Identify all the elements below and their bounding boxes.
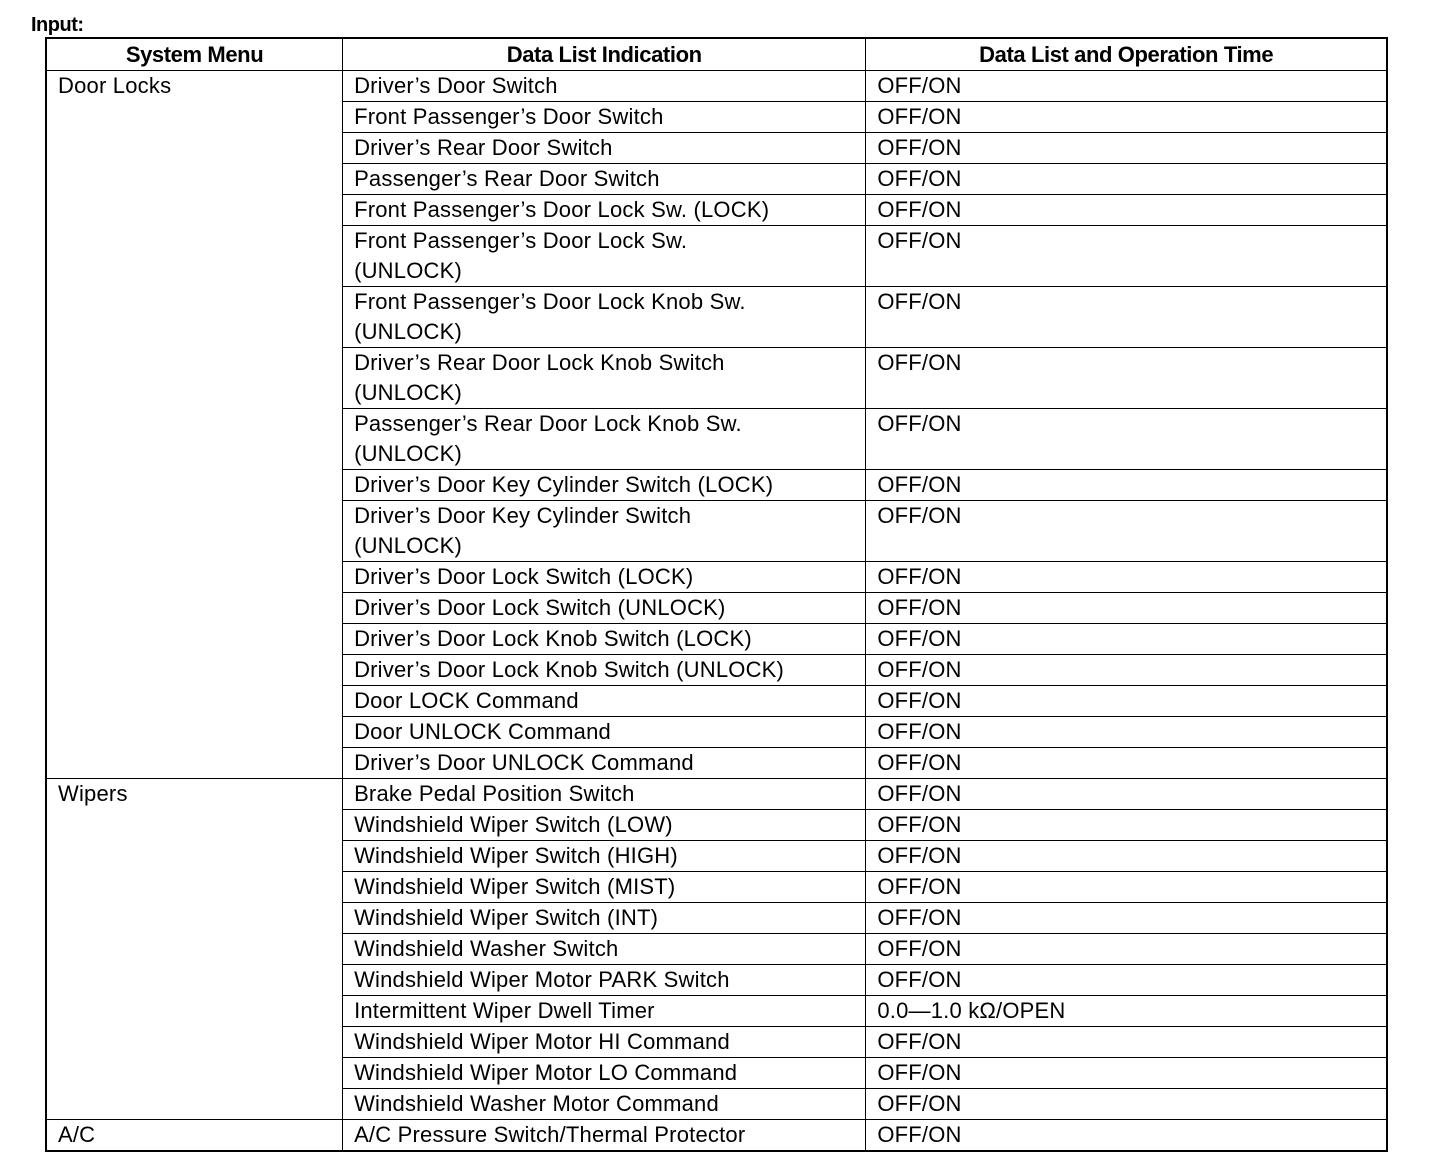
indication-cell: Door UNLOCK Command	[343, 717, 866, 748]
value-cell: OFF/ON	[866, 872, 1387, 903]
indication-cell: A/C Pressure Switch/Thermal Protector	[343, 1120, 866, 1152]
header-system-menu: System Menu	[46, 38, 343, 71]
value-cell: OFF/ON	[866, 287, 1387, 348]
header-operation-time: Data List and Operation Time	[866, 38, 1387, 71]
table-row	[46, 71, 1387, 102]
indication-cell: Front Passenger’s Door Lock Knob Sw. (UNLOCK)	[343, 287, 866, 348]
table-row	[46, 1120, 1387, 1152]
indication-cell: Windshield Wiper Motor HI Command	[343, 1027, 866, 1058]
system-menu-cell: A/C	[46, 1120, 343, 1152]
indication-cell: Intermittent Wiper Dwell Timer	[343, 996, 866, 1027]
value-cell: OFF/ON	[866, 686, 1387, 717]
indication-cell: Driver’s Door Lock Switch (LOCK)	[343, 562, 866, 593]
value-cell: OFF/ON	[866, 1027, 1387, 1058]
value-cell: OFF/ON	[866, 102, 1387, 133]
indication-cell: Driver’s Door Switch	[343, 71, 866, 102]
value-cell: OFF/ON	[866, 1058, 1387, 1089]
value-cell: OFF/ON	[866, 655, 1387, 686]
value-cell: OFF/ON	[866, 593, 1387, 624]
value-cell: OFF/ON	[866, 562, 1387, 593]
indication-cell: Driver’s Rear Door Lock Knob Switch (UNLOCK)	[343, 348, 866, 409]
value-cell: OFF/ON	[866, 841, 1387, 872]
indication-cell: Windshield Wiper Switch (INT)	[343, 903, 866, 934]
value-cell: OFF/ON	[866, 409, 1387, 470]
value-cell: OFF/ON	[866, 903, 1387, 934]
indication-cell: Passenger’s Rear Door Lock Knob Sw. (UNLOCK)	[343, 409, 866, 470]
indication-cell: Front Passenger’s Door Switch	[343, 102, 866, 133]
value-cell: OFF/ON	[866, 934, 1387, 965]
value-cell: OFF/ON	[866, 164, 1387, 195]
value-cell: OFF/ON	[866, 195, 1387, 226]
indication-cell: Driver’s Door Lock Switch (UNLOCK)	[343, 593, 866, 624]
indication-cell: Windshield Washer Switch	[343, 934, 866, 965]
indication-cell: Windshield Wiper Motor PARK Switch	[343, 965, 866, 996]
value-cell: OFF/ON	[866, 226, 1387, 287]
value-cell: OFF/ON	[866, 965, 1387, 996]
value-cell: OFF/ON	[866, 717, 1387, 748]
value-cell: OFF/ON	[866, 1120, 1387, 1152]
value-cell: OFF/ON	[866, 71, 1387, 102]
indication-cell: Windshield Wiper Switch (HIGH)	[343, 841, 866, 872]
indication-cell: Door LOCK Command	[343, 686, 866, 717]
indication-cell: Windshield Wiper Switch (LOW)	[343, 810, 866, 841]
value-cell: OFF/ON	[866, 133, 1387, 164]
value-cell: OFF/ON	[866, 470, 1387, 501]
indication-cell: Windshield Wiper Switch (MIST)	[343, 872, 866, 903]
data-list-table	[45, 37, 1388, 1152]
indication-cell: Windshield Wiper Motor LO Command	[343, 1058, 866, 1089]
indication-cell: Driver’s Door Lock Knob Switch (LOCK)	[343, 624, 866, 655]
indication-cell: Driver’s Door Key Cylinder Switch (LOCK)	[343, 470, 866, 501]
system-menu-cell: Door Locks	[46, 71, 343, 779]
value-cell: OFF/ON	[866, 810, 1387, 841]
indication-cell: Driver’s Door Lock Knob Switch (UNLOCK)	[343, 655, 866, 686]
value-cell: OFF/ON	[866, 1089, 1387, 1120]
value-cell: OFF/ON	[866, 501, 1387, 562]
indication-cell: Driver’s Rear Door Switch	[343, 133, 866, 164]
indication-cell: Front Passenger’s Door Lock Sw. (UNLOCK)	[343, 226, 866, 287]
table-body	[46, 71, 1387, 1152]
indication-cell: Driver’s Door UNLOCK Command	[343, 748, 866, 779]
value-cell: OFF/ON	[866, 748, 1387, 779]
value-cell: OFF/ON	[866, 624, 1387, 655]
system-menu-cell: Wipers	[46, 779, 343, 1120]
indication-cell: Windshield Washer Motor Command	[343, 1089, 866, 1120]
table-row	[46, 779, 1387, 810]
indication-cell: Front Passenger’s Door Lock Sw. (LOCK)	[343, 195, 866, 226]
header-data-list-indication: Data List Indication	[343, 38, 866, 71]
table-caption: Input:	[31, 14, 84, 36]
indication-cell: Passenger’s Rear Door Switch	[343, 164, 866, 195]
value-cell: OFF/ON	[866, 779, 1387, 810]
header-row	[46, 38, 1387, 71]
value-cell: 0.0—1.0 kΩ/OPEN	[866, 996, 1387, 1027]
value-cell: OFF/ON	[866, 348, 1387, 409]
indication-cell: Driver’s Door Key Cylinder Switch (UNLOCK)	[343, 501, 866, 562]
indication-cell: Brake Pedal Position Switch	[343, 779, 866, 810]
